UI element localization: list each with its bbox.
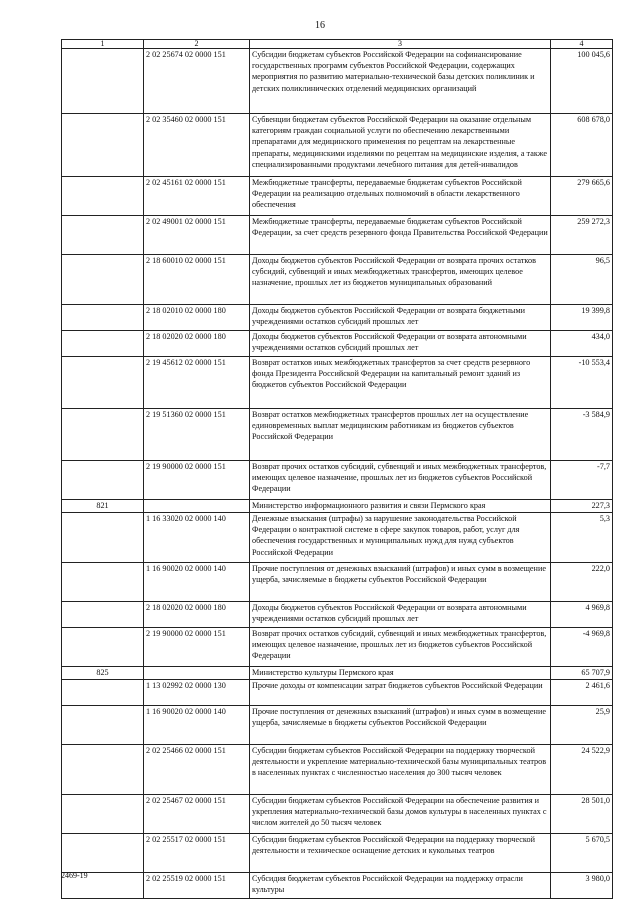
admin-code-cell	[62, 795, 144, 834]
budget-code-cell: 2 18 02020 02 0000 180	[144, 602, 250, 628]
revenue-name-cell: Возврат остатков иных межбюджетных трансфертов за счет средств резервного фонда Президента Российской Федерации на капитальный ремонт зданий из бюджетов субъектов Российской Федерации	[250, 357, 551, 409]
table-row	[62, 409, 613, 461]
amount-cell: 227,3	[551, 500, 613, 513]
amount-cell: 28 501,0	[551, 795, 613, 834]
table-header-row	[62, 40, 613, 49]
admin-code-cell	[62, 357, 144, 409]
table-row	[62, 745, 613, 795]
budget-code-cell: 2 02 25674 02 0000 151	[144, 49, 250, 114]
revenue-name-cell: Возврат прочих остатков субсидий, субвенций и иных межбюджетных трансфертов, имеющих целевое назначение, прошлых лет из бюджетов субъектов Российской Федерации	[250, 461, 551, 500]
revenue-name-cell: Прочие доходы от компенсации затрат бюджетов субъектов Российской Федерации	[250, 680, 551, 706]
amount-cell: 4 969,8	[551, 602, 613, 628]
header-col-2: 2	[144, 40, 250, 49]
amount-cell: -7,7	[551, 461, 613, 500]
revenue-name-cell: Субсидии бюджетам субъектов Российской Федерации на софинансирование государственных программ субъектов Российской Федерации, содержащих мероприятия по развитию материально-технической базы детских поликлиник и детских поликлинических отделений медицинских организаций	[250, 49, 551, 114]
revenue-name-cell: Министерство культуры Пермского края	[250, 667, 551, 680]
table-row	[62, 873, 613, 899]
revenue-name-cell: Субсидии бюджетам субъектов Российской Федерации на поддержку творческой деятельности и укрепление материально-технической базы муниципальных театров в населенных пунктах с численностью населения до 300 тысяч человек	[250, 745, 551, 795]
revenue-name-cell: Доходы бюджетов субъектов Российской Федерации от возврата бюджетными учреждениями остатков субсидий прошлых лет	[250, 305, 551, 331]
page-number: 16	[315, 20, 325, 31]
revenue-name-cell: Возврат остатков межбюджетных трансфертов прошлых лет на осуществление единовременных выплат медицинским работникам из бюджетов субъектов Российской Федерации	[250, 409, 551, 461]
admin-code-cell	[62, 216, 144, 255]
amount-cell: 434,0	[551, 331, 613, 357]
budget-code-cell: 2 19 51360 02 0000 151	[144, 409, 250, 461]
admin-code-cell	[62, 331, 144, 357]
table-row	[62, 628, 613, 667]
amount-cell: 222,0	[551, 563, 613, 602]
amount-cell: 279 665,6	[551, 177, 613, 216]
budget-code-cell	[144, 500, 250, 513]
amount-cell: 19 399,8	[551, 305, 613, 331]
amount-cell: -4 969,8	[551, 628, 613, 667]
revenue-name-cell: Субсидии бюджетам субъектов Российской Федерации на поддержку творческой деятельности и техническое оснащение детских и кукольных театров	[250, 834, 551, 873]
table-row	[62, 667, 613, 680]
table-row	[62, 255, 613, 305]
table-row	[62, 177, 613, 216]
budget-code-cell: 1 13 02992 02 0000 130	[144, 680, 250, 706]
admin-code-cell	[62, 513, 144, 563]
header-col-4: 4	[551, 40, 613, 49]
admin-code-cell	[62, 680, 144, 706]
admin-code-cell: 821	[62, 500, 144, 513]
table-row	[62, 602, 613, 628]
budget-code-cell: 2 02 25466 02 0000 151	[144, 745, 250, 795]
admin-code-cell	[62, 628, 144, 667]
amount-cell: 5,3	[551, 513, 613, 563]
budget-code-cell: 2 19 90000 02 0000 151	[144, 461, 250, 500]
budget-code-cell: 2 19 90000 02 0000 151	[144, 628, 250, 667]
table-row	[62, 305, 613, 331]
amount-cell: 24 522,9	[551, 745, 613, 795]
revenue-name-cell: Прочие поступления от денежных взысканий (штрафов) и иных сумм в возмещение ущерба, зачисляемые в бюджеты субъектов Российской Федерации	[250, 706, 551, 745]
amount-cell: 96,5	[551, 255, 613, 305]
revenue-name-cell: Субвенции бюджетам субъектов Российской Федерации на оказание отдельным категориям граждан социальной услуги по обеспечению лекарственными препаратами для медицинского применения по рецептам на лекарственные препараты, медицинскими изделиями по рецептам на медицинские изделия, а также специализированными продуктами лечебного питания для детей-инвалидов	[250, 114, 551, 177]
table-row	[62, 500, 613, 513]
amount-cell: 100 045,6	[551, 49, 613, 114]
admin-code-cell: 825	[62, 667, 144, 680]
revenue-name-cell: Доходы бюджетов субъектов Российской Федерации от возврата прочих остатков субсидий, субвенций и иных межбюджетных трансфертов, имеющих целевое назначение, прошлых лет из бюджетов муниципальных образований	[250, 255, 551, 305]
budget-code-cell: 2 18 02010 02 0000 180	[144, 305, 250, 331]
admin-code-cell	[62, 114, 144, 177]
budget-code-cell: 2 02 25517 02 0000 151	[144, 834, 250, 873]
admin-code-cell	[62, 745, 144, 795]
budget-code-cell: 2 02 45161 02 0000 151	[144, 177, 250, 216]
table-row	[62, 513, 613, 563]
amount-cell: 608 678,0	[551, 114, 613, 177]
revenue-name-cell: Субсидии бюджетам субъектов Российской Федерации на обеспечение развития и укрепления материально-технической базы домов культуры в населенных пунктах с числом жителей до 50 тысяч человек	[250, 795, 551, 834]
revenue-name-cell: Министерство информационного развития и связи Пермского края	[250, 500, 551, 513]
admin-code-cell	[62, 602, 144, 628]
revenue-name-cell: Доходы бюджетов субъектов Российской Федерации от возврата автономными учреждениями остатков субсидий прошлых лет	[250, 331, 551, 357]
amount-cell: 65 707,9	[551, 667, 613, 680]
budget-code-cell: 2 18 60010 02 0000 151	[144, 255, 250, 305]
table-row	[62, 834, 613, 873]
budget-code-cell: 2 02 49001 02 0000 151	[144, 216, 250, 255]
table-row	[62, 795, 613, 834]
revenue-name-cell: Субсидия бюджетам субъектов Российской Федерации на поддержку отрасли культуры	[250, 873, 551, 899]
table-row	[62, 49, 613, 114]
amount-cell: -10 553,4	[551, 357, 613, 409]
revenue-name-cell: Прочие поступления от денежных взысканий (штрафов) и иных сумм в возмещение ущерба, зачисляемые в бюджеты субъектов Российской Федерации	[250, 563, 551, 602]
table-row	[62, 331, 613, 357]
amount-cell: 5 670,5	[551, 834, 613, 873]
table-row	[62, 706, 613, 745]
budget-code-cell: 1 16 90020 02 0000 140	[144, 563, 250, 602]
budget-code-cell: 2 18 02020 02 0000 180	[144, 331, 250, 357]
table-row	[62, 563, 613, 602]
budget-code-cell: 1 16 90020 02 0000 140	[144, 706, 250, 745]
admin-code-cell	[62, 461, 144, 500]
admin-code-cell	[62, 834, 144, 873]
amount-cell: -3 584,9	[551, 409, 613, 461]
admin-code-cell	[62, 255, 144, 305]
admin-code-cell	[62, 563, 144, 602]
admin-code-cell	[62, 177, 144, 216]
table-row	[62, 114, 613, 177]
admin-code-cell	[62, 305, 144, 331]
budget-code-cell: 2 19 45612 02 0000 151	[144, 357, 250, 409]
admin-code-cell	[62, 706, 144, 745]
admin-code-cell	[62, 49, 144, 114]
budget-code-cell	[144, 667, 250, 680]
admin-code-cell	[62, 409, 144, 461]
revenue-name-cell: Межбюджетные трансферты, передаваемые бюджетам субъектов Российской Федерации, за счет средств резервного фонда Правительства Российской Федерации	[250, 216, 551, 255]
budget-code-cell: 2 02 25519 02 0000 151	[144, 873, 250, 899]
amount-cell: 2 461,6	[551, 680, 613, 706]
table-row	[62, 461, 613, 500]
budget-code-cell: 2 02 25467 02 0000 151	[144, 795, 250, 834]
amount-cell: 3 980,0	[551, 873, 613, 899]
budget-code-cell: 2 02 35460 02 0000 151	[144, 114, 250, 177]
amount-cell: 25,9	[551, 706, 613, 745]
header-col-1: 1	[62, 40, 144, 49]
table-row	[62, 216, 613, 255]
budget-code-cell: 1 16 33020 02 0000 140	[144, 513, 250, 563]
document-code: 2469-19	[61, 871, 88, 880]
revenue-name-cell: Доходы бюджетов субъектов Российской Федерации от возврата автономными учреждениями остатков субсидий прошлых лет	[250, 602, 551, 628]
table-row	[62, 357, 613, 409]
table-row	[62, 680, 613, 706]
amount-cell: 259 272,3	[551, 216, 613, 255]
header-col-3: 3	[250, 40, 551, 49]
revenue-name-cell: Межбюджетные трансферты, передаваемые бюджетам субъектов Российской Федерации на реализацию отдельных полномочий в области лекарственного обеспечения	[250, 177, 551, 216]
revenue-name-cell: Возврат прочих остатков субсидий, субвенций и иных межбюджетных трансфертов, имеющих целевое назначение, прошлых лет из бюджетов субъектов Российской Федерации	[250, 628, 551, 667]
revenue-name-cell: Денежные взыскания (штрафы) за нарушение законодательства Российской Федерации о контрактной системе в сфере закупок товаров, работ, услуг для обеспечения государственных и муниципальных нужд для нужд субъектов Российской Федерации	[250, 513, 551, 563]
revenue-table	[61, 39, 613, 899]
